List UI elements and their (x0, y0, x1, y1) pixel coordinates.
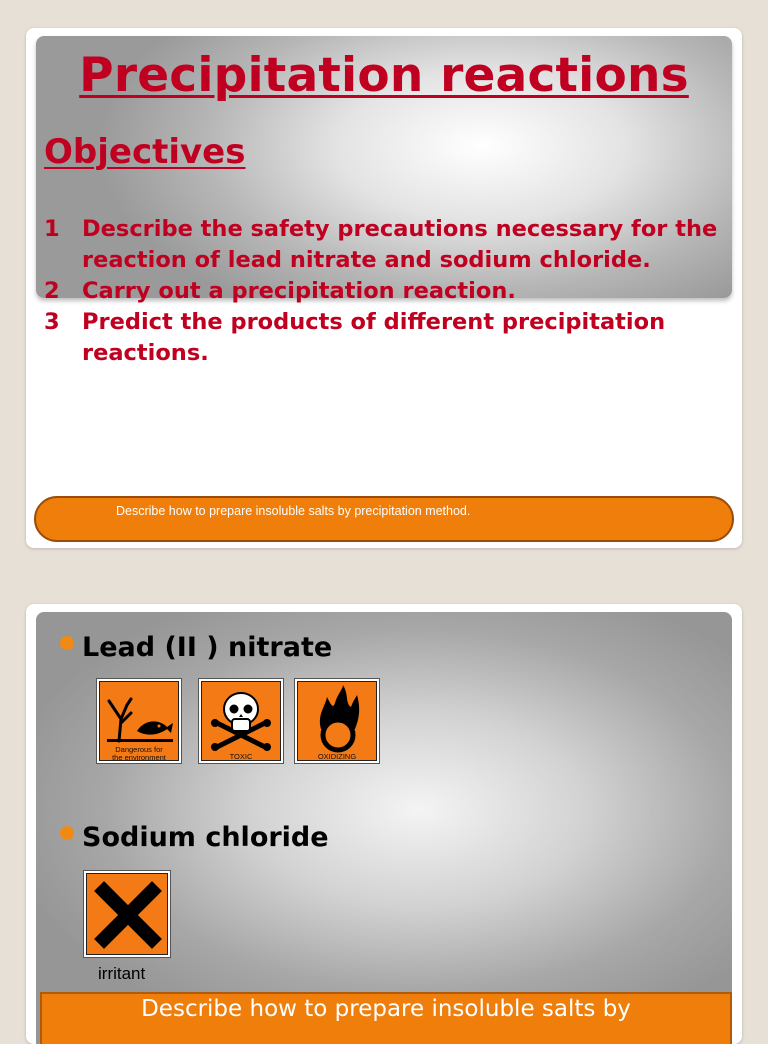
objective-text: Carry out a precipitation reaction. (82, 278, 516, 304)
irritant-label: irritant (98, 964, 146, 983)
footer-text: Describe how to prepare insoluble salts by precipitation method. (116, 504, 471, 518)
list-item (44, 307, 734, 369)
footer-text: Describe how to prepare insoluble salts by (141, 996, 631, 1022)
list-item (44, 276, 734, 307)
hazard-caption: OXIDIZING (317, 752, 357, 761)
bullet-dot-icon (60, 636, 74, 650)
bullet-sodium-chloride (60, 822, 329, 853)
hazard-toxic (198, 678, 284, 764)
bullet-dot-icon (60, 826, 74, 840)
hazard-environment (96, 678, 182, 764)
objective-number: 2 (44, 278, 60, 304)
objective-text: Predict the products of different precipitation reactions. (82, 309, 666, 366)
slide-1 (26, 28, 742, 548)
bullet-lead-nitrate (60, 632, 332, 663)
x-cross-icon (84, 871, 172, 959)
footer-banner (34, 496, 734, 542)
hazard-caption: TOXIC (229, 752, 253, 761)
slide-title: Precipitation reactions (79, 48, 689, 103)
objectives-heading: Objectives (44, 132, 246, 172)
objective-number: 3 (44, 309, 60, 335)
objective-text: Describe the safety precautions necessary for the reaction of lead nitrate and sodium chloride. (82, 216, 718, 273)
hazard-oxidizing (294, 678, 380, 764)
objective-number: 1 (44, 216, 60, 242)
bullet-text: Lead (II ) nitrate (82, 632, 333, 663)
hazard-caption: Dangerous for (115, 745, 163, 754)
hazard-irritant (83, 870, 171, 958)
footer-banner (40, 992, 732, 1044)
list-item (44, 214, 734, 276)
objectives-list (44, 214, 734, 369)
bullet-text: Sodium chloride (82, 822, 329, 853)
hazard-caption: the environment (112, 753, 166, 762)
slide-2 (26, 604, 742, 1044)
